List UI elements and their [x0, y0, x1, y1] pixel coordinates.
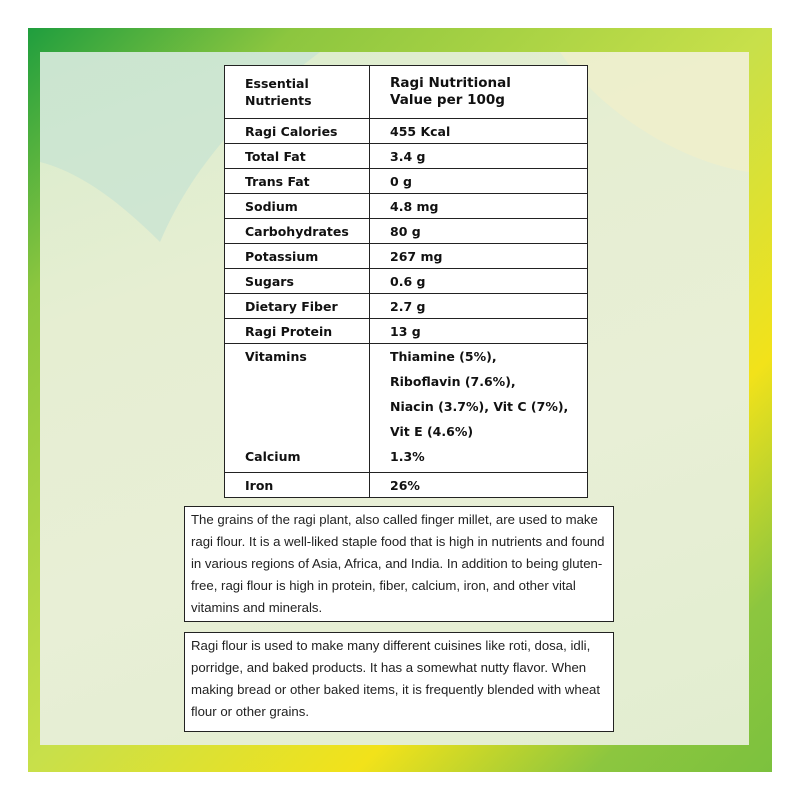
nutrient-name: Ragi Protein — [225, 319, 370, 344]
vitamin-line: Niacin (3.7%), Vit C (7%), — [390, 399, 569, 414]
spacer — [245, 372, 369, 447]
nutrient-name: Sugars — [225, 269, 370, 294]
nutrient-value: 3.4 g — [370, 144, 588, 169]
calcium-label: Calcium — [245, 449, 301, 464]
nutrient-value: 13 g — [370, 319, 588, 344]
nutrient-value: 0.6 g — [370, 269, 588, 294]
header-line: Value per 100g — [390, 92, 505, 108]
nutrient-value: 267 mg — [370, 244, 588, 269]
table-row — [225, 294, 588, 319]
vitamin-line: Vit E (4.6%) — [390, 424, 474, 439]
nutrient-name: Potassium — [225, 244, 370, 269]
table-row — [225, 144, 588, 169]
vitamin-line: Thiamine (5%), — [390, 349, 497, 364]
nutrient-name: Dietary Fiber — [225, 294, 370, 319]
vitamins-value-cell — [370, 344, 588, 473]
table-row — [225, 219, 588, 244]
table-row — [225, 319, 588, 344]
table-row — [225, 244, 588, 269]
vitamins-name-cell — [225, 344, 370, 473]
header-line: Nutrients — [245, 93, 312, 108]
nutrient-name: Carbohydrates — [225, 219, 370, 244]
nutrient-name: Ragi Calories — [225, 119, 370, 144]
nutrient-value: 26% — [370, 473, 588, 498]
vitamins-label: Vitamins — [245, 349, 307, 364]
ragi-description-box: The grains of the ragi plant, also called finger millet, are used to make ragi flour. It is a well-liked staple food that is high in nutrients and found in various regions of Asia, Africa, and India. In addition to being gluten-free, ragi flour is high in protein, fiber, calcium, iron, and other vital vitamins and minerals. — [184, 506, 614, 622]
nutrient-value: 4.8 mg — [370, 194, 588, 219]
table-row — [225, 473, 588, 498]
table-row — [225, 119, 588, 144]
header-line: Essential — [245, 76, 309, 91]
nutrient-value: 80 g — [370, 219, 588, 244]
nutrient-value: 455 Kcal — [370, 119, 588, 144]
table-header-row — [225, 66, 588, 119]
nutrient-value: 0 g — [370, 169, 588, 194]
header-nutrients — [225, 66, 370, 119]
table-row — [225, 194, 588, 219]
header-value — [370, 66, 588, 119]
nutrient-name: Iron — [225, 473, 370, 498]
nutrient-value: 2.7 g — [370, 294, 588, 319]
vitamin-line: Riboflavin (7.6%), — [390, 374, 516, 389]
nutrient-name: Total Fat — [225, 144, 370, 169]
nutrient-name: Trans Fat — [225, 169, 370, 194]
vitamins-row — [225, 344, 588, 473]
table-row — [225, 269, 588, 294]
calcium-value: 1.3% — [390, 449, 425, 464]
nutrition-table — [224, 65, 588, 498]
table-row — [225, 169, 588, 194]
nutrient-name: Sodium — [225, 194, 370, 219]
header-line: Ragi Nutritional — [390, 75, 511, 91]
ragi-uses-box: Ragi flour is used to make many different cuisines like roti, dosa, idli, porridge, and baked products. It has a somewhat nutty flavor. When making bread or other baked items, it is frequently blended with wheat flour or other grains. — [184, 632, 614, 732]
